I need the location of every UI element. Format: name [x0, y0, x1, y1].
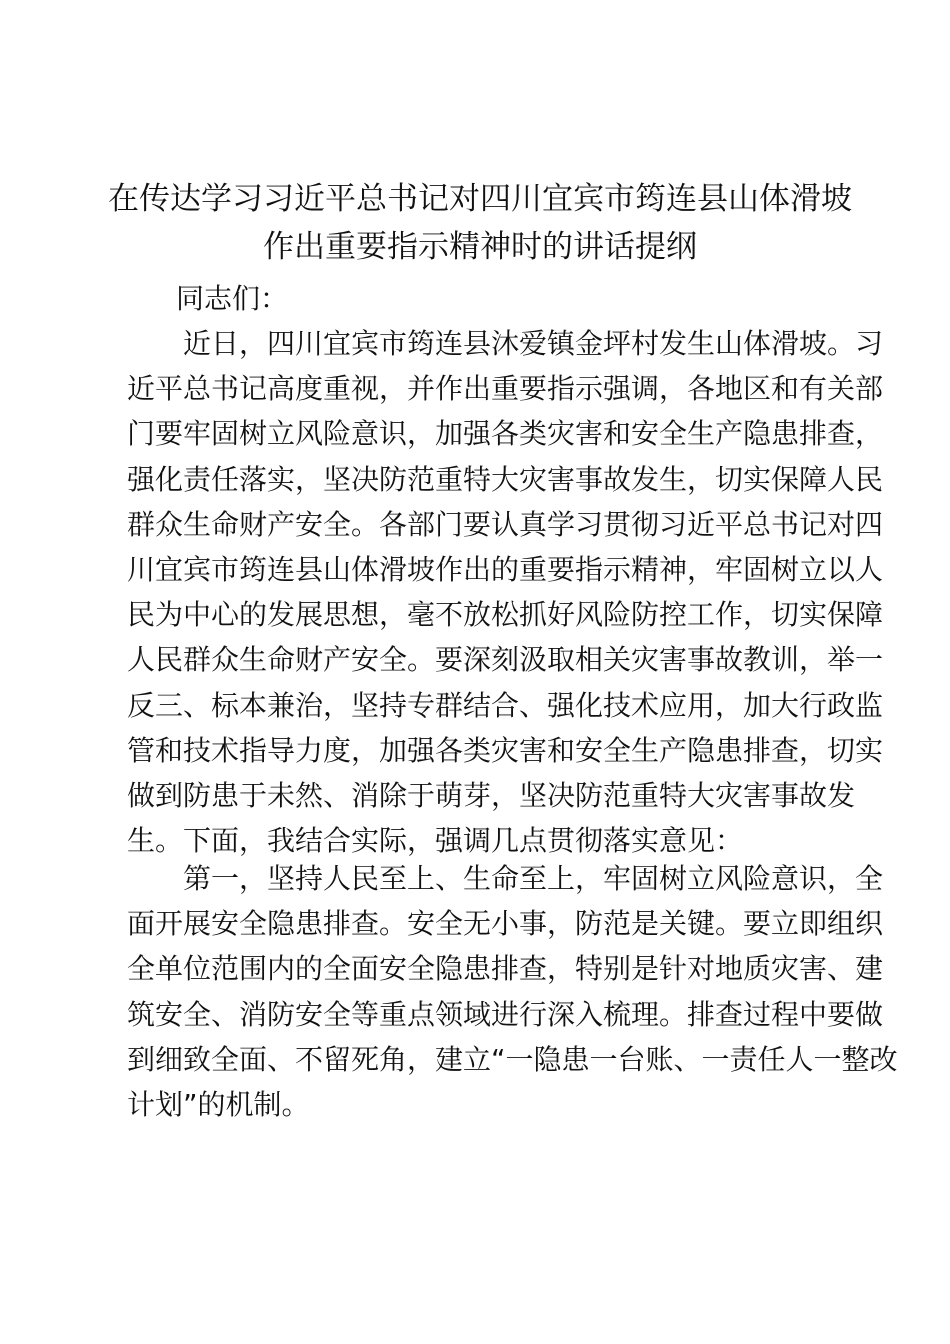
- paragraph-2-line: 面开展安全隐患排查。安全无小事，防范是关键。要立即组织: [127, 907, 884, 941]
- paragraph-2-line: 全单位范围内的全面安全隐患排查，特别是针对地质灾害、建: [127, 952, 884, 986]
- paragraph-2-line: 筑安全、消防安全等重点领域进行深入梳理。排查过程中要做: [127, 997, 884, 1031]
- paragraph-1-line: 人民群众生命财产安全。要深刻汲取相关灾害事故教训，举一: [127, 643, 884, 677]
- paragraph-1-line: 强化责任落实，坚决防范重特大灾害事故发生，切实保障人民: [127, 462, 884, 496]
- paragraph-1-line: 做到防患于未然、消除于萌芽，坚决防范重特大灾害事故发: [127, 778, 856, 812]
- paragraph-1-line: 反三、标本兼治，坚持专群结合、强化技术应用，加大行政监: [127, 688, 884, 722]
- salutation: 同志们：: [176, 282, 289, 315]
- paragraph-2-line: 计划”的机制。: [127, 1087, 310, 1121]
- paragraph-2-line: 第一，坚持人民至上、生命至上，牢固树立风险意识，全: [127, 862, 884, 895]
- paragraph-1-line: 门要牢固树立风险意识，加强各类灾害和安全生产隐患排查，: [127, 417, 884, 451]
- paragraph-2-line: 到细致全面、不留死角，建立“一隐患一台账、一责任人一整改: [127, 1042, 898, 1076]
- paragraph-2: [127, 856, 898, 1127]
- paragraph-1-line: 生。下面，我结合实际，强调几点贯彻落实意见：: [127, 824, 744, 858]
- paragraph-1: [127, 321, 884, 863]
- paragraph-1-line: 川宜宾市筠连县山体滑坡作出的重要指示精神，牢固树立以人: [127, 552, 884, 586]
- paragraph-1-line: 群众生命财产安全。各部门要认真学习贯彻习近平总书记对四: [127, 507, 884, 541]
- document-title-line-2: 作出重要指示精神时的讲话提纲: [263, 229, 697, 265]
- paragraph-1-line: 民为中心的发展思想，毫不放松抓好风险防控工作，切实保障: [127, 598, 884, 632]
- document-title-line-1: 在传达学习习近平总书记对四川宜宾市筠连县山体滑坡: [108, 181, 852, 217]
- paragraph-1-line: 近日，四川宜宾市筠连县沐爱镇金坪村发生山体滑坡。习: [127, 327, 884, 360]
- paragraph-1-line: 管和技术指导力度，加强各类灾害和安全生产隐患排查，切实: [127, 733, 884, 767]
- paragraph-1-line: 近平总书记高度重视，并作出重要指示强调，各地区和有关部: [127, 372, 884, 406]
